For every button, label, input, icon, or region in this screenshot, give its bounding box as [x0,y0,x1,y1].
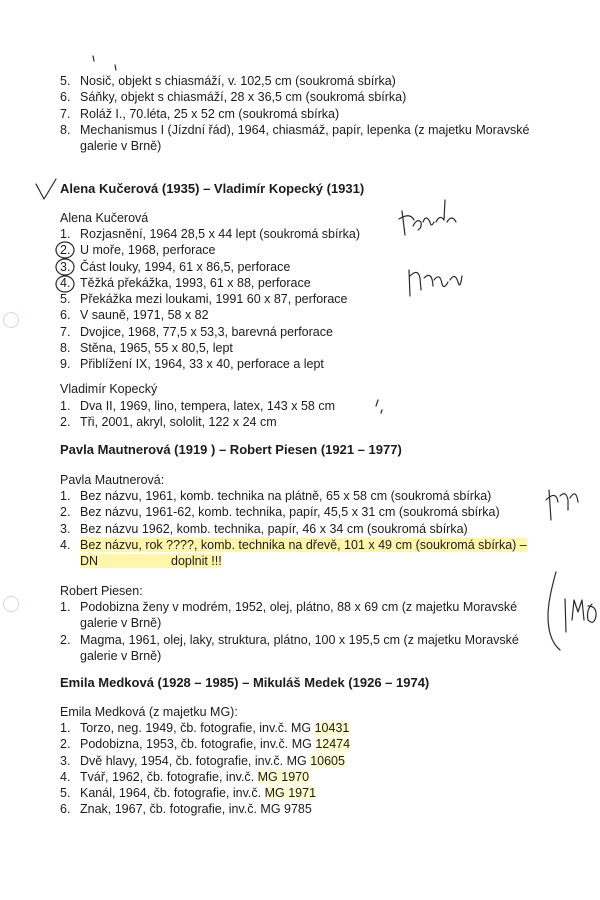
list-item: 1. Podobizna ženy v modrém, 1952, olej, plátno, 88 x 69 cm (z majetku Moravské [60,600,518,614]
list-item: 1. Bez názvu, 1961, komb. technika na plátně, 65 x 58 cm (soukromá sbírka) [60,489,492,503]
section-heading: Pavla Mautnerová (1919 ) – Robert Piesen (1921 – 1977) [60,442,402,457]
list-top [60,73,530,154]
artwork-list [60,720,350,818]
pen-tick-icon [93,56,94,61]
list-item: 5. Nosič, objekt s chiasmáží, v. 102,5 cm (soukromá sbírka) [60,74,396,88]
artist-name: Vladimír Kopecký [60,382,158,396]
punch-hole [3,312,19,328]
list-item: 2. Magma, 1961, olej, laky, struktura, plátno, 100 x 195,5 cm (z majetku Moravské [60,632,519,647]
list-item: 3. Část louky, 1994, 61 x 86,5, perforace [60,259,291,274]
list-item: 9. Přiblížení IX, 1964, 33 x 40, perforace a lept [60,357,324,372]
list-item-highlighted: 4. Bez názvu, rok ????, komb. technika na dřevě, 101 x 49 cm (soukromá sbírka) – [60,537,527,552]
list-item: 4. Těžká překážka, 1993, 61 x 88, perforace [60,275,311,290]
pen-tick-icon [376,400,378,406]
list-item: 5. Překážka mezi loukami, 1991 60 x 87, perforace [60,292,348,307]
handwritten-signature-icon [409,270,462,296]
check-mark-icon [36,179,56,199]
artist-name: Alena Kučerová [60,211,149,225]
list-item: 3. Dvě hlavy, 1954, čb. fotografie, inv.č. MG 10605 [60,753,345,768]
list-item: 8. Stěna, 1965, 55 x 80,5, lept [60,341,233,356]
list-item-continuation: galerie v Brně) [80,139,162,154]
list-item: 2. Podobizna, 1953, čb. fotografie, inv.č. MG 12474 [60,737,351,752]
artist-name: Emila Medková (z majetku MG): [60,705,238,719]
list-item-continuation: galerie v Brně) [80,648,162,663]
artwork-list [60,398,335,431]
artist-name: Robert Piesen: [60,584,143,598]
list-item: 2. Bez názvu, 1961-62, komb. technika, papír, 45,5 x 31 cm (soukromá sbírka) [60,505,500,520]
handwritten-signature-icon [399,200,456,235]
list-item: 8. Mechanismus I (Jízdní řád), 1964, chiasmáž, papír, lepenka (z majetku Moravské [60,122,530,137]
pen-tick-icon [381,410,382,413]
handwritten-number-icon [572,600,596,622]
list-item: 6. V sauně, 1971, 58 x 82 [60,308,209,323]
list-item: 7. Dvojice, 1968, 77,5 x 53,3, barevná perforace [60,324,333,339]
section-heading: Emila Medková (1928 – 1985) – Mikuláš Medek (1926 – 1974) [60,675,430,690]
punch-hole [3,596,19,612]
list-item: 2. Tři, 2001, akryl, sololit, 122 x 24 cm [60,415,277,430]
list-item: 6. Znak, 1967, čb. fotografie, inv.č. MG 9785 [60,802,312,817]
artwork-list [60,488,527,553]
list-item: 3. Bez názvu 1962, komb. technika, papír, 46 x 34 cm (soukromá sbírka) [60,521,468,536]
list-item-continuation: galerie v Brně) [80,616,162,631]
list-item: 1. Torzo, neg. 1949, čb. fotografie, inv.č. MG 10431 [60,721,350,735]
handwritten-bracket-icon [548,572,560,650]
pen-tick-icon [115,65,116,70]
list-item-continuation: DN doplnit !!! [80,554,222,568]
artwork-list [60,599,519,664]
list-item: 4. Tvář, 1962, čb. fotografie, inv.č. MG 1970 [60,769,310,784]
list-item: 7. Roláž I., 70.léta, 25 x 52 cm (soukromá sbírka) [60,106,340,121]
list-item: 1. Rozjasnění, 1964 28,5 x 44 lept (soukromá sbírka) [60,227,361,241]
artist-name: Pavla Mautnerová: [60,473,165,487]
list-item: 6. Sáňky, objekt s chiasmáží, 28 x 36,5 cm (soukromá sbírka) [60,90,407,105]
list-item: 1. Dva II, 1969, lino, tempera, latex, 143 x 58 cm [60,399,335,413]
artwork-list [60,226,360,373]
list-item: 2. U moře, 1968, perforace [60,243,216,258]
handwritten-signature-icon [546,490,578,520]
section-heading: Alena Kučerová (1935) – Vladimír Kopecký (1931) [60,181,365,196]
handwritten-bracket-icon [565,599,566,632]
list-item: 5. Kanál, 1964, čb. fotografie, inv.č. MG 1971 [60,786,317,801]
